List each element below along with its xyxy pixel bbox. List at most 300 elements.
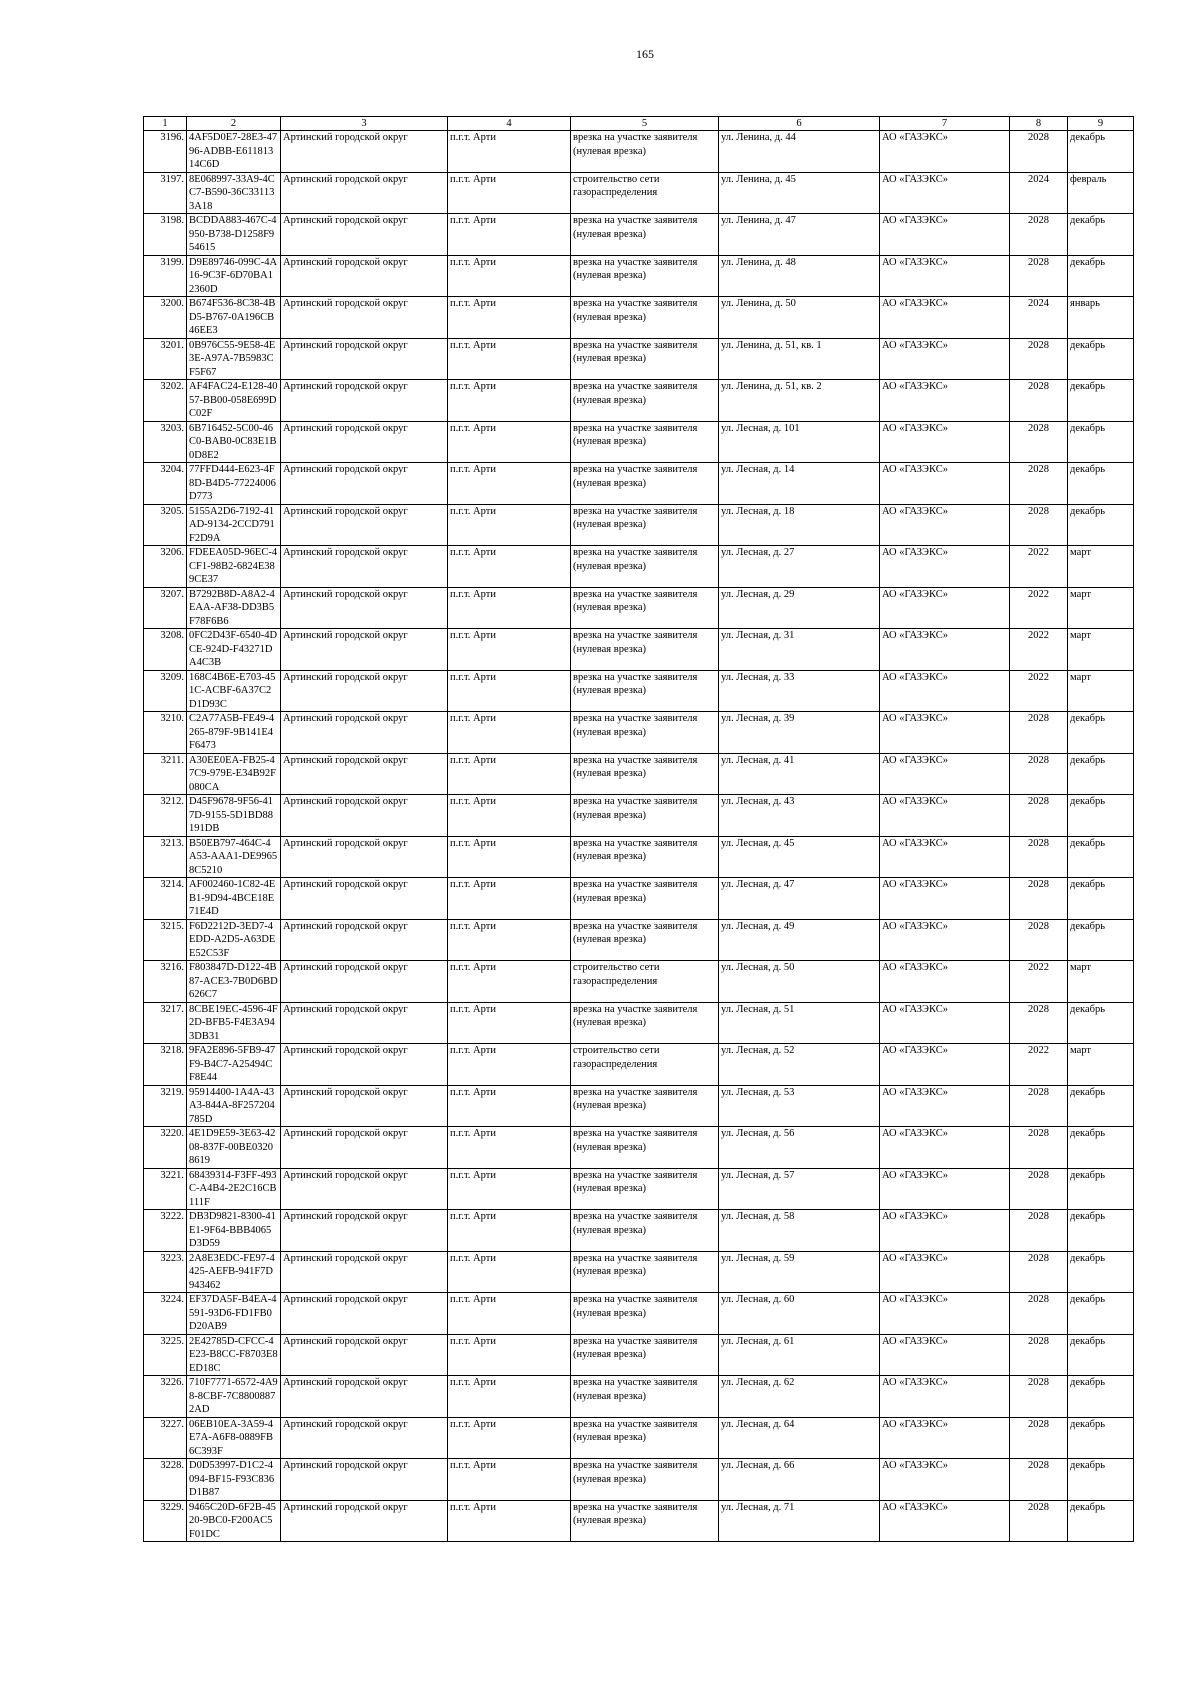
organization-cell: АО «ГАЗЭКС» [880,338,1010,380]
month-cell: март [1068,546,1134,588]
organization-cell: АО «ГАЗЭКС» [880,961,1010,1003]
month-cell: декабрь [1068,421,1134,463]
organization-cell: АО «ГАЗЭКС» [880,463,1010,505]
district-cell: Артинский городской округ [281,504,448,546]
month-cell: март [1068,670,1134,712]
settlement-cell: п.г.т. Арти [448,338,571,380]
organization-cell: АО «ГАЗЭКС» [880,1293,1010,1335]
district-cell: Артинский городской округ [281,1044,448,1086]
month-cell: декабрь [1068,1293,1134,1335]
year-cell: 2022 [1010,1044,1068,1086]
table-row [144,795,1134,837]
settlement-cell: п.г.т. Арти [448,629,571,671]
organization-cell: АО «ГАЗЭКС» [880,255,1010,297]
object-id-cell: 4AF5D0E7-28E3-4796-ADBB-E61181314C6D [187,131,281,173]
object-id-cell: 0FC2D43F-6540-4DCE-924D-F43271DA4C3B [187,629,281,671]
table-row [144,1044,1134,1086]
settlement-cell: п.г.т. Арти [448,421,571,463]
work-type-cell: врезка на участке заявителя (нулевая врезка) [571,629,719,671]
object-id-cell: B50EB797-464C-4A53-AAA1-DE99658C5210 [187,836,281,878]
object-id-cell: A30EE0EA-FB25-47C9-979E-E34B92F080CA [187,753,281,795]
month-cell: декабрь [1068,1085,1134,1127]
object-id-cell: 9465C20D-6F2B-4520-9BC0-F200AC5F01DC [187,1500,281,1542]
month-cell: декабрь [1068,1500,1134,1542]
year-cell: 2028 [1010,421,1068,463]
address-cell: ул. Лесная, д. 29 [719,587,880,629]
column-header: 3 [281,117,448,131]
organization-cell: АО «ГАЗЭКС» [880,546,1010,588]
settlement-cell: п.г.т. Арти [448,214,571,256]
organization-cell: АО «ГАЗЭКС» [880,919,1010,961]
year-cell: 2028 [1010,836,1068,878]
object-id-cell: 0B976C55-9E58-4E3E-A97A-7B5983CF5F67 [187,338,281,380]
work-type-cell: врезка на участке заявителя (нулевая врезка) [571,1293,719,1335]
district-cell: Артинский городской округ [281,629,448,671]
object-id-cell: B674F536-8C38-4BD5-B767-0A196CB46EE3 [187,297,281,339]
work-type-cell: врезка на участке заявителя (нулевая врезка) [571,795,719,837]
settlement-cell: п.г.т. Арти [448,297,571,339]
work-type-cell: врезка на участке заявителя (нулевая врезка) [571,1127,719,1169]
district-cell: Артинский городской округ [281,214,448,256]
month-cell: февраль [1068,172,1134,214]
year-cell: 2028 [1010,919,1068,961]
object-id-cell: 6B716452-5C00-46C0-BAB0-0C83E1B0D8E2 [187,421,281,463]
row-number-cell: 3210. [144,712,187,754]
row-number-cell: 3217. [144,1002,187,1044]
month-cell: декабрь [1068,1376,1134,1418]
table-row [144,214,1134,256]
district-cell: Артинский городской округ [281,1293,448,1335]
object-id-cell: 77FFD444-E623-4F8D-B4D5-77224006D773 [187,463,281,505]
year-cell: 2028 [1010,1334,1068,1376]
address-cell: ул. Лесная, д. 62 [719,1376,880,1418]
district-cell: Артинский городской округ [281,1210,448,1252]
work-type-cell: врезка на участке заявителя (нулевая врезка) [571,463,719,505]
month-cell: декабрь [1068,878,1134,920]
object-id-cell: DB3D9821-8300-41E1-9F64-BBB4065D3D59 [187,1210,281,1252]
table-row [144,1334,1134,1376]
month-cell: декабрь [1068,1002,1134,1044]
address-cell: ул. Лесная, д. 39 [719,712,880,754]
month-cell: январь [1068,297,1134,339]
table-row [144,1459,1134,1501]
address-cell: ул. Лесная, д. 71 [719,1500,880,1542]
row-number-cell: 3224. [144,1293,187,1335]
month-cell: декабрь [1068,1417,1134,1459]
organization-cell: АО «ГАЗЭКС» [880,380,1010,422]
year-cell: 2028 [1010,1085,1068,1127]
settlement-cell: п.г.т. Арти [448,878,571,920]
year-cell: 2024 [1010,297,1068,339]
work-type-cell: врезка на участке заявителя (нулевая врезка) [571,504,719,546]
year-cell: 2028 [1010,753,1068,795]
work-type-cell: врезка на участке заявителя (нулевая врезка) [571,255,719,297]
district-cell: Артинский городской округ [281,1085,448,1127]
table-row [144,338,1134,380]
table-row [144,546,1134,588]
work-type-cell: врезка на участке заявителя (нулевая врезка) [571,1002,719,1044]
work-type-cell: врезка на участке заявителя (нулевая врезка) [571,1210,719,1252]
month-cell: декабрь [1068,338,1134,380]
table-row [144,1210,1134,1252]
object-id-cell: B7292B8D-A8A2-4EAA-AF38-DD3B5F78F6B6 [187,587,281,629]
district-cell: Артинский городской округ [281,795,448,837]
settlement-cell: п.г.т. Арти [448,255,571,297]
row-number-cell: 3222. [144,1210,187,1252]
month-cell: декабрь [1068,255,1134,297]
object-id-cell: D0D53997-D1C2-4094-BF15-F93C836D1B87 [187,1459,281,1501]
table-row [144,172,1134,214]
settlement-cell: п.г.т. Арти [448,546,571,588]
work-type-cell: врезка на участке заявителя (нулевая врезка) [571,297,719,339]
district-cell: Артинский городской округ [281,1002,448,1044]
year-cell: 2028 [1010,712,1068,754]
object-id-cell: EF37DA5F-B4EA-4591-93D6-FD1FB0D20AB9 [187,1293,281,1335]
address-cell: ул. Лесная, д. 14 [719,463,880,505]
work-type-cell: врезка на участке заявителя (нулевая врезка) [571,1334,719,1376]
year-cell: 2022 [1010,961,1068,1003]
work-type-cell: врезка на участке заявителя (нулевая врезка) [571,836,719,878]
table-row [144,463,1134,505]
address-cell: ул. Ленина, д. 51, кв. 2 [719,380,880,422]
work-type-cell: врезка на участке заявителя (нулевая врезка) [571,421,719,463]
organization-cell: АО «ГАЗЭКС» [880,131,1010,173]
work-type-cell: врезка на участке заявителя (нулевая врезка) [571,131,719,173]
row-number-cell: 3209. [144,670,187,712]
year-cell: 2028 [1010,1251,1068,1293]
column-header: 7 [880,117,1010,131]
district-cell: Артинский городской округ [281,546,448,588]
month-cell: декабрь [1068,380,1134,422]
organization-cell: АО «ГАЗЭКС» [880,1251,1010,1293]
row-number-cell: 3208. [144,629,187,671]
object-id-cell: 168C4B6E-E703-451C-ACBF-6A37C2D1D93C [187,670,281,712]
settlement-cell: п.г.т. Арти [448,1459,571,1501]
address-cell: ул. Лесная, д. 51 [719,1002,880,1044]
page-number: 165 [636,47,654,61]
column-header: 2 [187,117,281,131]
table-row [144,421,1134,463]
row-number-cell: 3215. [144,919,187,961]
object-id-cell: 2A8E3EDC-FE97-4425-AEFB-941F7D943462 [187,1251,281,1293]
settlement-cell: п.г.т. Арти [448,670,571,712]
organization-cell: АО «ГАЗЭКС» [880,1210,1010,1252]
address-cell: ул. Ленина, д. 45 [719,172,880,214]
column-header: 9 [1068,117,1134,131]
district-cell: Артинский городской округ [281,338,448,380]
district-cell: Артинский городской округ [281,1376,448,1418]
organization-cell: АО «ГАЗЭКС» [880,214,1010,256]
object-id-cell: 2E42785D-CFCC-4E23-B8CC-F8703E8ED18C [187,1334,281,1376]
row-number-cell: 3205. [144,504,187,546]
month-cell: март [1068,587,1134,629]
table-row [144,1085,1134,1127]
district-cell: Артинский городской округ [281,172,448,214]
work-type-cell: врезка на участке заявителя (нулевая врезка) [571,214,719,256]
row-number-cell: 3225. [144,1334,187,1376]
row-number-cell: 3212. [144,795,187,837]
address-cell: ул. Ленина, д. 44 [719,131,880,173]
address-cell: ул. Лесная, д. 57 [719,1168,880,1210]
object-id-cell: 8CBE19EC-4596-4F2D-BFB5-F4E3A943DB31 [187,1002,281,1044]
address-cell: ул. Лесная, д. 27 [719,546,880,588]
row-number-cell: 3201. [144,338,187,380]
district-cell: Артинский городской округ [281,836,448,878]
row-number-cell: 3213. [144,836,187,878]
address-cell: ул. Ленина, д. 51, кв. 1 [719,338,880,380]
table-row [144,504,1134,546]
row-number-cell: 3198. [144,214,187,256]
settlement-cell: п.г.т. Арти [448,753,571,795]
object-id-cell: AF4FAC24-E128-4057-BB00-058E699DC02F [187,380,281,422]
settlement-cell: п.г.т. Арти [448,504,571,546]
month-cell: декабрь [1068,463,1134,505]
work-type-cell: врезка на участке заявителя (нулевая врезка) [571,338,719,380]
row-number-cell: 3199. [144,255,187,297]
district-cell: Артинский городской округ [281,1168,448,1210]
year-cell: 2028 [1010,1002,1068,1044]
settlement-cell: п.г.т. Арти [448,1293,571,1335]
settlement-cell: п.г.т. Арти [448,172,571,214]
district-cell: Артинский городской округ [281,297,448,339]
district-cell: Артинский городской округ [281,587,448,629]
row-number-cell: 3214. [144,878,187,920]
district-cell: Артинский городской округ [281,463,448,505]
row-number-cell: 3203. [144,421,187,463]
district-cell: Артинский городской округ [281,1459,448,1501]
month-cell: март [1068,629,1134,671]
year-cell: 2028 [1010,380,1068,422]
work-type-cell: врезка на участке заявителя (нулевая врезка) [571,919,719,961]
object-id-cell: C2A77A5B-FE49-4265-879F-9B141E4F6473 [187,712,281,754]
year-cell: 2022 [1010,629,1068,671]
year-cell: 2022 [1010,587,1068,629]
district-cell: Артинский городской округ [281,1417,448,1459]
object-id-cell: 5155A2D6-7192-41AD-9134-2CCD791F2D9A [187,504,281,546]
district-cell: Артинский городской округ [281,670,448,712]
object-id-cell: 710F7771-6572-4A98-8CBF-7C88008872AD [187,1376,281,1418]
settlement-cell: п.г.т. Арти [448,131,571,173]
month-cell: декабрь [1068,919,1134,961]
month-cell: декабрь [1068,1334,1134,1376]
year-cell: 2022 [1010,670,1068,712]
district-cell: Артинский городской округ [281,131,448,173]
row-number-cell: 3207. [144,587,187,629]
row-number-cell: 3226. [144,1376,187,1418]
object-id-cell: F803847D-D122-4B87-ACE3-7B0D6BD626C7 [187,961,281,1003]
year-cell: 2028 [1010,131,1068,173]
address-cell: ул. Лесная, д. 43 [719,795,880,837]
row-number-cell: 3229. [144,1500,187,1542]
address-cell: ул. Ленина, д. 50 [719,297,880,339]
organization-cell: АО «ГАЗЭКС» [880,1459,1010,1501]
year-cell: 2028 [1010,1127,1068,1169]
address-cell: ул. Лесная, д. 53 [719,1085,880,1127]
organization-cell: АО «ГАЗЭКС» [880,297,1010,339]
work-type-cell: врезка на участке заявителя (нулевая врезка) [571,1376,719,1418]
address-cell: ул. Лесная, д. 64 [719,1417,880,1459]
work-type-cell: врезка на участке заявителя (нулевая врезка) [571,1417,719,1459]
object-id-cell: BCDDA883-467C-4950-B738-D1258F954615 [187,214,281,256]
table-row [144,961,1134,1003]
organization-cell: АО «ГАЗЭКС» [880,712,1010,754]
row-number-cell: 3196. [144,131,187,173]
object-id-cell: 68439314-F3FF-493C-A4B4-2E2C16CB111F [187,1168,281,1210]
row-number-cell: 3223. [144,1251,187,1293]
address-cell: ул. Ленина, д. 48 [719,255,880,297]
row-number-cell: 3221. [144,1168,187,1210]
year-cell: 2028 [1010,255,1068,297]
object-id-cell: D9E89746-099C-4A16-9C3F-6D70BA12360D [187,255,281,297]
settlement-cell: п.г.т. Арти [448,1417,571,1459]
settlement-cell: п.г.т. Арти [448,1085,571,1127]
object-id-cell: 06EB10EA-3A59-4E7A-A6F8-0889FB6C393F [187,1417,281,1459]
year-cell: 2028 [1010,1500,1068,1542]
organization-cell: АО «ГАЗЭКС» [880,629,1010,671]
month-cell: декабрь [1068,836,1134,878]
organization-cell: АО «ГАЗЭКС» [880,421,1010,463]
address-cell: ул. Лесная, д. 101 [719,421,880,463]
organization-cell: АО «ГАЗЭКС» [880,1417,1010,1459]
table-row [144,1002,1134,1044]
organization-cell: АО «ГАЗЭКС» [880,836,1010,878]
district-cell: Артинский городской округ [281,1334,448,1376]
month-cell: декабрь [1068,1127,1134,1169]
month-cell: декабрь [1068,795,1134,837]
object-id-cell: AF002460-1C82-4EB1-9D94-4BCE18E71E4D [187,878,281,920]
month-cell: март [1068,961,1134,1003]
year-cell: 2028 [1010,338,1068,380]
month-cell: март [1068,1044,1134,1086]
table-row [144,587,1134,629]
work-type-cell: строительство сети газораспределения [571,172,719,214]
address-cell: ул. Лесная, д. 52 [719,1044,880,1086]
address-cell: ул. Лесная, д. 31 [719,629,880,671]
work-type-cell: врезка на участке заявителя (нулевая врезка) [571,753,719,795]
district-cell: Артинский городской округ [281,255,448,297]
object-id-cell: 4E1D9E59-3E63-4208-837F-00BE03208619 [187,1127,281,1169]
month-cell: декабрь [1068,712,1134,754]
work-type-cell: строительство сети газораспределения [571,961,719,1003]
column-header: 8 [1010,117,1068,131]
work-type-cell: врезка на участке заявителя (нулевая врезка) [571,670,719,712]
row-number-cell: 3219. [144,1085,187,1127]
row-number-cell: 3206. [144,546,187,588]
table-body [144,131,1134,1542]
address-cell: ул. Ленина, д. 47 [719,214,880,256]
address-cell: ул. Лесная, д. 49 [719,919,880,961]
settlement-cell: п.г.т. Арти [448,1127,571,1169]
row-number-cell: 3220. [144,1127,187,1169]
organization-cell: АО «ГАЗЭКС» [880,1168,1010,1210]
organization-cell: АО «ГАЗЭКС» [880,1044,1010,1086]
district-cell: Артинский городской округ [281,421,448,463]
month-cell: декабрь [1068,131,1134,173]
address-cell: ул. Лесная, д. 45 [719,836,880,878]
settlement-cell: п.г.т. Арти [448,463,571,505]
work-type-cell: врезка на участке заявителя (нулевая врезка) [571,1085,719,1127]
organization-cell: АО «ГАЗЭКС» [880,878,1010,920]
table-row [144,1417,1134,1459]
organization-cell: АО «ГАЗЭКС» [880,587,1010,629]
settlement-cell: п.г.т. Арти [448,380,571,422]
work-type-cell: врезка на участке заявителя (нулевая врезка) [571,546,719,588]
year-cell: 2028 [1010,1210,1068,1252]
table-row [144,1168,1134,1210]
table-row [144,131,1134,173]
settlement-cell: п.г.т. Арти [448,712,571,754]
table-row [144,255,1134,297]
object-id-cell: F6D2212D-3ED7-4EDD-A2D5-A63DEE52C53F [187,919,281,961]
object-id-cell: 95914400-1A4A-43A3-844A-8F257204785D [187,1085,281,1127]
settlement-cell: п.г.т. Арти [448,1334,571,1376]
table-row [144,670,1134,712]
table-row [144,629,1134,671]
object-id-cell: D45F9678-9F56-417D-9155-5D1BD88191DB [187,795,281,837]
work-type-cell: врезка на участке заявителя (нулевая врезка) [571,380,719,422]
table-row [144,878,1134,920]
work-type-cell: врезка на участке заявителя (нулевая врезка) [571,1500,719,1542]
address-cell: ул. Лесная, д. 33 [719,670,880,712]
object-id-cell: 8E068997-33A9-4CC7-B590-36C331133A18 [187,172,281,214]
work-type-cell: врезка на участке заявителя (нулевая врезка) [571,1251,719,1293]
settlement-cell: п.г.т. Арти [448,961,571,1003]
table-row [144,1127,1134,1169]
organization-cell: АО «ГАЗЭКС» [880,1376,1010,1418]
table-row [144,1293,1134,1335]
district-cell: Артинский городской округ [281,380,448,422]
district-cell: Артинский городской округ [281,712,448,754]
month-cell: декабрь [1068,1251,1134,1293]
row-number-cell: 3227. [144,1417,187,1459]
settlement-cell: п.г.т. Арти [448,1210,571,1252]
district-cell: Артинский городской округ [281,1251,448,1293]
settlement-cell: п.г.т. Арти [448,795,571,837]
organization-cell: АО «ГАЗЭКС» [880,1127,1010,1169]
settlement-cell: п.г.т. Арти [448,1500,571,1542]
column-header: 1 [144,117,187,131]
address-cell: ул. Лесная, д. 41 [719,753,880,795]
district-cell: Артинский городской округ [281,878,448,920]
settlement-cell: п.г.т. Арти [448,1376,571,1418]
district-cell: Артинский городской округ [281,753,448,795]
organization-cell: АО «ГАЗЭКС» [880,1085,1010,1127]
object-id-cell: FDEEA05D-96EC-4CF1-98B2-6824E389CE37 [187,546,281,588]
row-number-cell: 3197. [144,172,187,214]
row-number-cell: 3200. [144,297,187,339]
row-number-cell: 3228. [144,1459,187,1501]
organization-cell: АО «ГАЗЭКС» [880,172,1010,214]
work-type-cell: врезка на участке заявителя (нулевая врезка) [571,1168,719,1210]
month-cell: декабрь [1068,1210,1134,1252]
district-cell: Артинский городской округ [281,1127,448,1169]
settlement-cell: п.г.т. Арти [448,1002,571,1044]
table-row [144,836,1134,878]
row-number-cell: 3216. [144,961,187,1003]
year-cell: 2028 [1010,878,1068,920]
address-cell: ул. Лесная, д. 60 [719,1293,880,1335]
work-type-cell: врезка на участке заявителя (нулевая врезка) [571,587,719,629]
settlement-cell: п.г.т. Арти [448,1168,571,1210]
month-cell: декабрь [1068,753,1134,795]
month-cell: декабрь [1068,214,1134,256]
district-cell: Артинский городской округ [281,919,448,961]
address-cell: ул. Лесная, д. 56 [719,1127,880,1169]
organization-cell: АО «ГАЗЭКС» [880,504,1010,546]
address-cell: ул. Лесная, д. 50 [719,961,880,1003]
object-id-cell: 9FA2E896-5FB9-47F9-B4C7-A25494CF8E44 [187,1044,281,1086]
year-cell: 2028 [1010,1376,1068,1418]
